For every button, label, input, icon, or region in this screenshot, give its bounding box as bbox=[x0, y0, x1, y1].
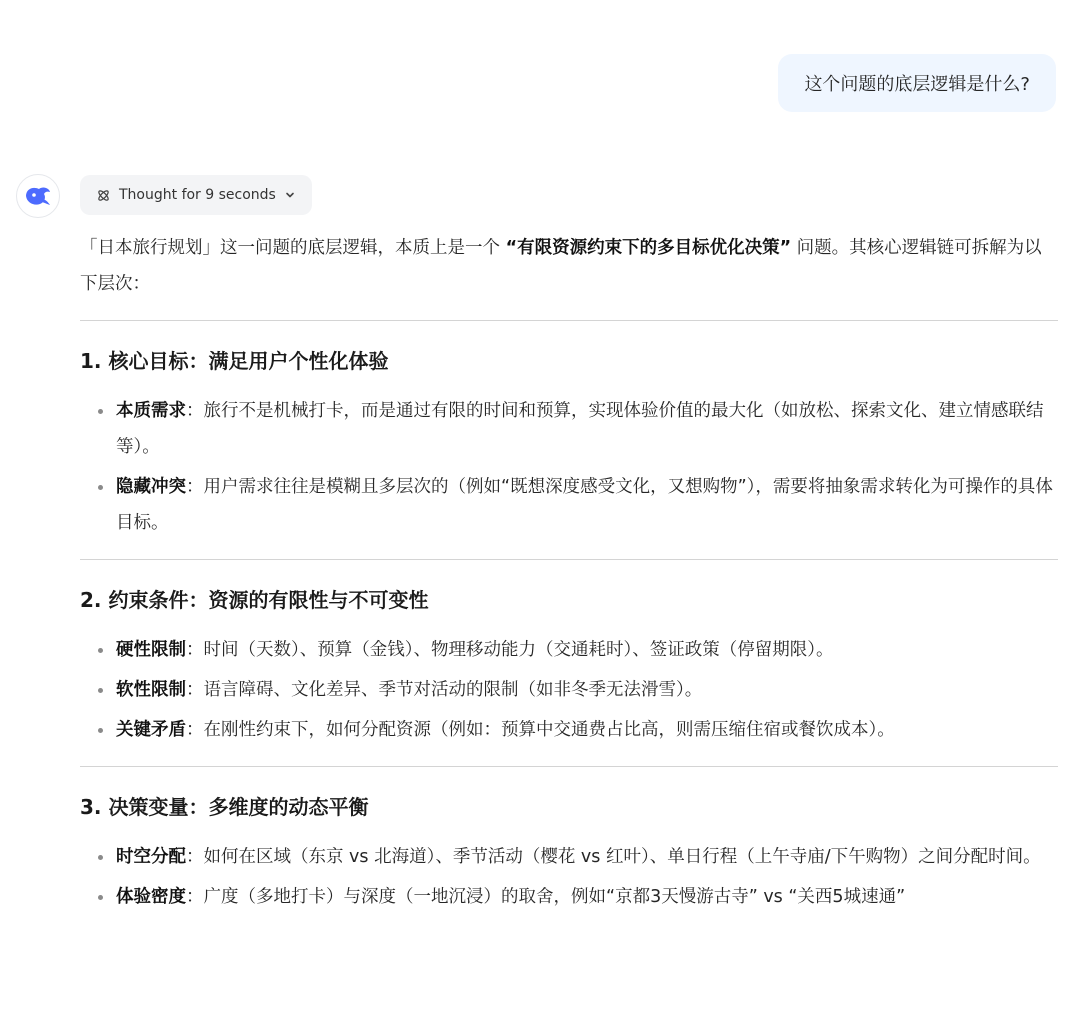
chevron-down-icon bbox=[284, 189, 296, 201]
list-item bbox=[80, 839, 1058, 875]
section-list bbox=[80, 632, 1058, 748]
bullet-dot bbox=[98, 648, 103, 653]
item-term: 本质需求 bbox=[116, 401, 186, 421]
section-title: 3. 决策变量：多维度的动态平衡 bbox=[80, 795, 369, 819]
item-sep: ： bbox=[186, 477, 204, 497]
intro-emphasis: “有限资源约束下的多目标优化决策” bbox=[505, 238, 792, 258]
section-list bbox=[80, 839, 1058, 915]
thought-label: Thought for 9 seconds bbox=[119, 187, 276, 203]
item-sep: ： bbox=[186, 680, 204, 700]
section-list bbox=[80, 393, 1058, 541]
section-title: 1. 核心目标：满足用户个性化体验 bbox=[80, 349, 389, 373]
intro-paragraph bbox=[80, 230, 1058, 302]
bullet-dot bbox=[98, 855, 103, 860]
intro-text-after: 问题。其核心逻辑链可拆解为以下层次： bbox=[80, 238, 1042, 294]
section-title: 2. 约束条件：资源的有限性与不可变性 bbox=[80, 588, 429, 612]
section-divider bbox=[80, 320, 1058, 321]
list-item bbox=[80, 632, 1058, 668]
item-term: 关键矛盾 bbox=[116, 720, 186, 740]
item-sep: ： bbox=[186, 401, 204, 421]
item-text: 如何在区域（东京 vs 北海道）、季节活动（樱花 vs 红叶）、单日行程（上午寺庙/下午购物）之间分配时间。 bbox=[203, 847, 1041, 867]
item-term: 时空分配 bbox=[116, 847, 186, 867]
item-text: 旅行不是机械打卡，而是通过有限的时间和预算，实现体验价值的最大化（如放松、探索文化、建立情感联结等）。 bbox=[116, 401, 1044, 457]
item-term: 体验密度 bbox=[116, 887, 186, 907]
assistant-avatar bbox=[16, 174, 60, 218]
deepseek-whale-icon bbox=[23, 184, 53, 208]
item-text: 时间（天数）、预算（金钱）、物理移动能力（交通耗时）、签证政策（停留期限）。 bbox=[203, 640, 834, 660]
list-item bbox=[80, 469, 1058, 541]
item-text: 用户需求往往是模糊且多层次的（例如“既想深度感受文化，又想购物”），需要将抽象需求转化为可操作的具体目标。 bbox=[116, 477, 1053, 533]
thought-toggle[interactable] bbox=[80, 175, 312, 215]
assistant-answer bbox=[80, 230, 1058, 933]
list-item bbox=[80, 393, 1058, 465]
section-divider bbox=[80, 559, 1058, 560]
item-sep: ： bbox=[186, 887, 204, 907]
item-text: 语言障碍、文化差异、季节对活动的限制（如非冬季无法滑雪）。 bbox=[203, 680, 703, 700]
bullet-dot bbox=[98, 688, 103, 693]
item-sep: ： bbox=[186, 720, 204, 740]
list-item bbox=[80, 879, 1058, 915]
atom-icon bbox=[96, 188, 111, 203]
bullet-dot bbox=[98, 728, 103, 733]
bullet-dot bbox=[98, 409, 103, 414]
item-term: 硬性限制 bbox=[116, 640, 186, 660]
section-divider bbox=[80, 766, 1058, 767]
user-message-bubble: 这个问题的底层逻辑是什么? bbox=[778, 54, 1056, 112]
item-sep: ： bbox=[186, 640, 204, 660]
item-text: 广度（多地打卡）与深度（一地沉浸）的取舍，例如“京都3天慢游古寺” vs “关西5城速通” bbox=[203, 887, 906, 907]
bullet-dot bbox=[98, 895, 103, 900]
item-sep: ： bbox=[186, 847, 204, 867]
item-text: 在刚性约束下，如何分配资源（例如：预算中交通费占比高，则需压缩住宿或餐饮成本）。 bbox=[203, 720, 895, 740]
intro-text-before: 「日本旅行规划」这一问题的底层逻辑，本质上是一个 bbox=[80, 238, 506, 258]
list-item bbox=[80, 672, 1058, 708]
item-term: 隐藏冲突 bbox=[116, 477, 186, 497]
item-term: 软性限制 bbox=[116, 680, 186, 700]
bullet-dot bbox=[98, 485, 103, 490]
list-item bbox=[80, 712, 1058, 748]
